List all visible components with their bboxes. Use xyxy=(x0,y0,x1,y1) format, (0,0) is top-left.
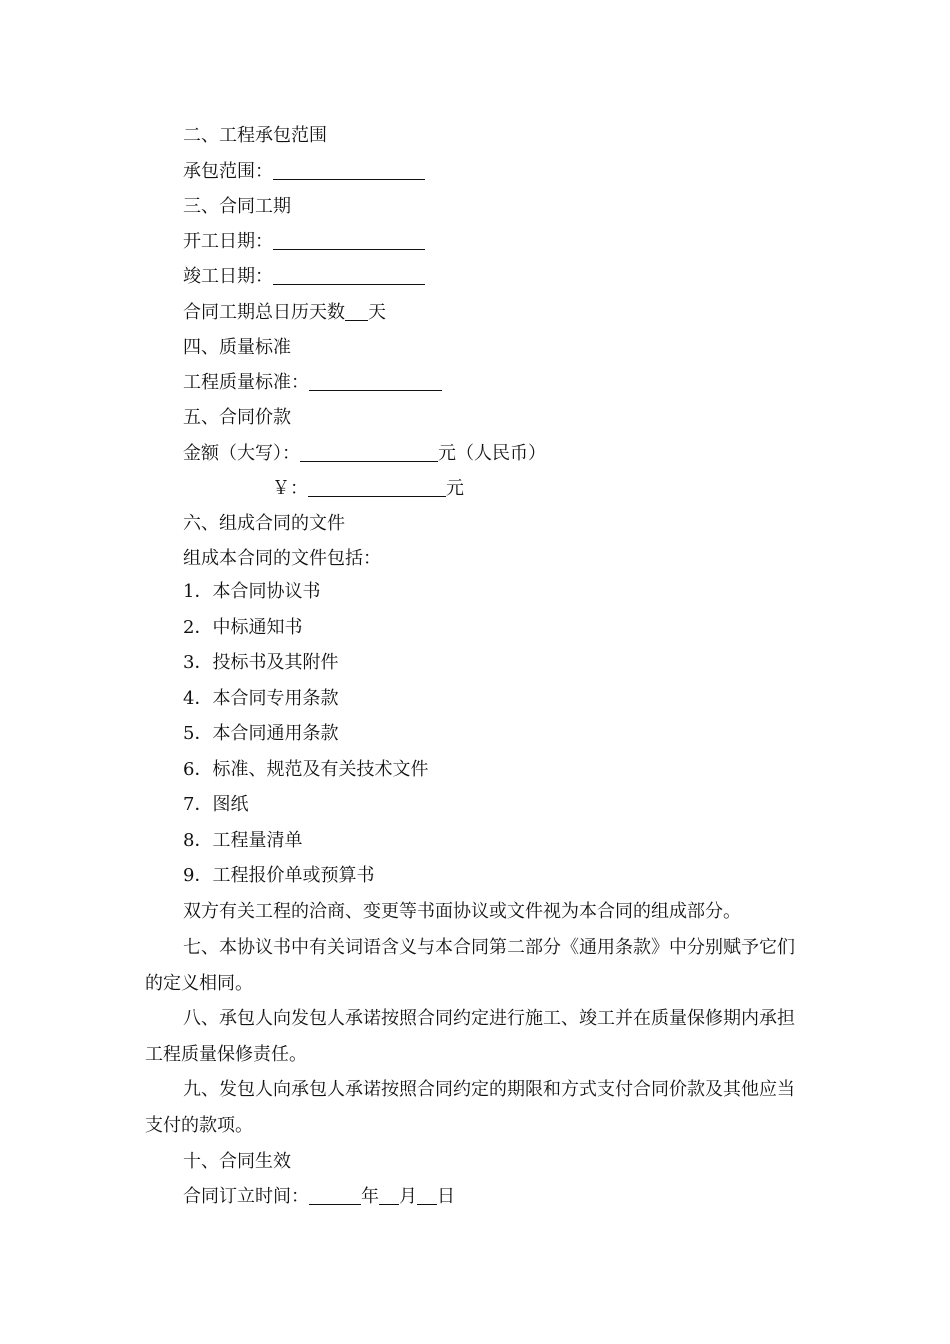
finish-date-label: 竣工日期： xyxy=(183,266,273,287)
yen-blank[interactable] xyxy=(308,478,446,497)
docs-item: 9．工程报价单或预算书 xyxy=(183,865,375,886)
docs-intro: 组成本合同的文件包括： xyxy=(183,548,381,569)
sign-month-label: 月 xyxy=(399,1186,417,1207)
docs-item: 6．标准、规范及有关技术文件 xyxy=(183,759,429,780)
quality-heading: 四、质量标准 xyxy=(183,337,291,358)
sign-year-label: 年 xyxy=(361,1186,379,1207)
total-days-suffix: 天 xyxy=(368,302,386,323)
amount-suffix: 元（人民币） xyxy=(438,443,546,464)
sign-month-blank[interactable] xyxy=(379,1186,399,1205)
period-heading: 三、合同工期 xyxy=(183,196,291,217)
sign-day-label: 日 xyxy=(437,1186,455,1207)
amount-label: 金额（大写）： xyxy=(183,443,300,464)
scope-heading: 二、工程承包范围 xyxy=(183,125,327,146)
docs-item: 8．工程量清单 xyxy=(183,830,303,851)
start-date-field xyxy=(183,230,425,254)
total-days-prefix: 合同工期总日历天数 xyxy=(183,302,345,323)
yen-label: ￥： xyxy=(272,478,308,499)
yen-suffix: 元 xyxy=(446,478,464,499)
yen-field xyxy=(272,477,464,501)
clause-seven: 七、本协议书中有关词语含义与本合同第二部分《通用条款》中分别赋予它们的定义相同。 xyxy=(145,937,795,994)
docs-heading: 六、组成合同的文件 xyxy=(183,513,345,534)
clause-eight: 八、承包人向发包人承诺按照合同约定进行施工、竣工并在质量保修期内承担工程质量保修责任。 xyxy=(145,1008,795,1065)
amount-field xyxy=(183,442,546,466)
docs-note: 双方有关工程的洽商、变更等书面协议或文件视为本合同的组成部分。 xyxy=(183,901,741,922)
quality-field xyxy=(183,371,442,395)
scope-label: 承包范围： xyxy=(183,161,273,182)
sign-year-blank[interactable] xyxy=(309,1186,361,1205)
docs-item: 7．图纸 xyxy=(183,794,249,815)
sign-date-field xyxy=(183,1185,455,1209)
amount-blank[interactable] xyxy=(300,443,438,462)
docs-item: 1．本合同协议书 xyxy=(183,581,321,602)
sign-day-blank[interactable] xyxy=(417,1186,437,1205)
finish-date-field xyxy=(183,265,425,289)
docs-item: 3．投标书及其附件 xyxy=(183,652,339,673)
total-days-field xyxy=(183,301,386,325)
scope-blank[interactable] xyxy=(273,161,425,180)
clause-nine: 九、发包人向承包人承诺按照合同约定的期限和方式支付合同价款及其他应当支付的款项。 xyxy=(145,1079,795,1136)
quality-label: 工程质量标准： xyxy=(183,372,309,393)
effect-heading: 十、合同生效 xyxy=(183,1151,291,1172)
docs-item: 4．本合同专用条款 xyxy=(183,688,339,709)
docs-item: 5．本合同通用条款 xyxy=(183,723,339,744)
start-date-label: 开工日期： xyxy=(183,231,273,252)
docs-item: 2．中标通知书 xyxy=(183,617,303,638)
scope-field xyxy=(183,160,425,184)
finish-date-blank[interactable] xyxy=(273,266,425,285)
price-heading: 五、合同价款 xyxy=(183,407,291,428)
start-date-blank[interactable] xyxy=(273,231,425,250)
total-days-blank[interactable] xyxy=(345,302,368,321)
sign-date-label: 合同订立时间： xyxy=(183,1186,309,1207)
quality-blank[interactable] xyxy=(309,372,442,391)
